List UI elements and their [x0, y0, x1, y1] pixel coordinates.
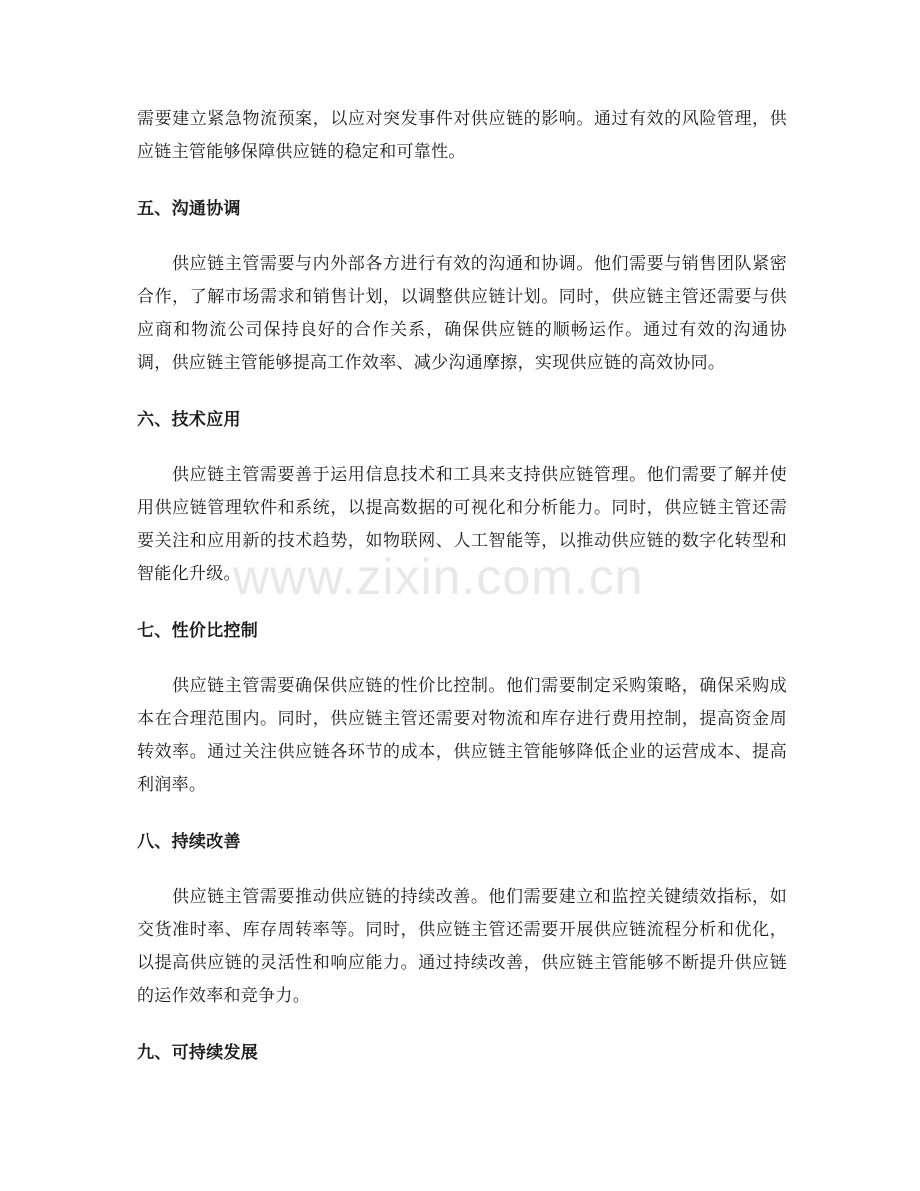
section-heading-sustainability: 九、可持续发展	[137, 1043, 259, 1063]
section-heading-continuous-improvement: 八、持续改善	[137, 832, 241, 852]
section-heading-cost-control: 七、性价比控制	[137, 621, 259, 641]
document-content	[137, 103, 787, 1070]
section-body-cost-control: 供应链主管需要确保供应链的性价比控制。他们需要制定采购策略，确保采购成本在合理范围内。同时，供应链主管还需要对物流和库存进行费用控制，提高资金周转效率。通过关注供应链各环节的成本，供应链主管能够降低企业的运营成本、提高利润率。	[137, 676, 787, 795]
section-body-communication: 供应链主管需要与内外部各方进行有效的沟通和协调。他们需要与销售团队紧密合作，了解市场需求和销售计划，以调整供应链计划。同时，供应链主管还需要与供应商和物流公司保持良好的合作关系，确保供应链的顺畅运作。通过有效的沟通协调，供应链主管能够提高工作效率、减少沟通摩擦，实现供应链的高效协同。	[137, 254, 787, 373]
section-heading-communication: 五、沟通协调	[137, 199, 241, 219]
intro-paragraph: 需要建立紧急物流预案，以应对突发事件对供应链的影响。通过有效的风险管理，供应链主管能够保障供应链的稳定和可靠性。	[137, 109, 787, 162]
section-body-continuous-improvement: 供应链主管需要推动供应链的持续改善。他们需要建立和监控关键绩效指标，如交货准时率、库存周转率等。同时，供应链主管还需要开展供应链流程分析和优化，以提高供应链的灵活性和响应能力。通过持续改善，供应链主管能够不断提升供应链的运作效率和竞争力。	[137, 887, 787, 1006]
watermark-text: www.zixin.com.cn	[233, 549, 644, 605]
section-body-technology: 供应链主管需要善于运用信息技术和工具来支持供应链管理。他们需要了解并使用供应链管理软件和系统，以提高数据的可视化和分析能力。同时，供应链主管还需要关注和应用新的技术趋势，如物联网、人工智能等，以推动供应链的数字化转型和智能化升级。	[137, 465, 787, 584]
section-heading-technology: 六、技术应用	[137, 410, 241, 430]
